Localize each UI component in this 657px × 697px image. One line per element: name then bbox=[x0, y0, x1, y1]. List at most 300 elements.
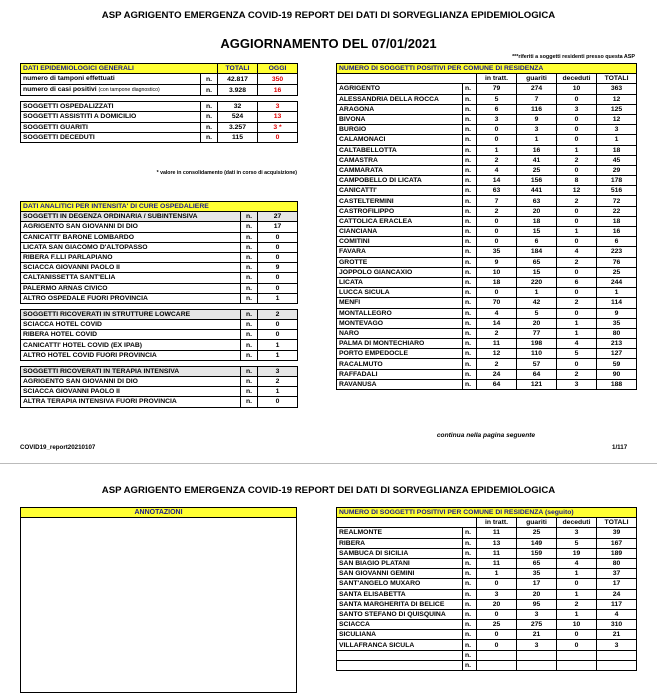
page-header: ASP AGRIGENTO EMERGENZA COVID-19 REPORT DEI DATI DI SORVEGLIANZA EPIDEMIOLOGICA bbox=[101, 10, 556, 21]
comune-value: 24 bbox=[477, 369, 517, 379]
comune-row bbox=[337, 620, 637, 630]
comune-value: 14 bbox=[477, 318, 517, 328]
n-label: n. bbox=[463, 609, 477, 619]
comune-name: GROTTE bbox=[337, 257, 463, 267]
comune-value: 1 bbox=[557, 318, 597, 328]
general-label: SOGGETTI ASSISTITI A DOMICILIO bbox=[21, 112, 201, 122]
comune-value: 310 bbox=[597, 620, 637, 630]
comune-name: REALMONTE bbox=[337, 528, 463, 538]
comune-value: 1 bbox=[557, 569, 597, 579]
comune-name: MONTALLEGRO bbox=[337, 308, 463, 318]
hospital-table bbox=[20, 201, 298, 408]
general-heading-row bbox=[21, 64, 298, 74]
comune-value: 4 bbox=[477, 165, 517, 175]
hospital-label: CANICATTI' HOTEL COVID (EX IPAB) bbox=[21, 340, 241, 350]
comune-name: CIANCIANA bbox=[337, 227, 463, 237]
comune-row bbox=[337, 186, 637, 196]
comune-name: BURGIO bbox=[337, 125, 463, 135]
n-label: n. bbox=[463, 237, 477, 247]
comune-value: 0 bbox=[477, 125, 517, 135]
comune-value: 65 bbox=[517, 558, 557, 568]
n-label: n. bbox=[463, 599, 477, 609]
comune-value: 0 bbox=[477, 288, 517, 298]
comune-value: 20 bbox=[477, 599, 517, 609]
comune-name: SANT'ANGELO MUXARO bbox=[337, 579, 463, 589]
comune-value: 3 bbox=[517, 609, 557, 619]
comune-value: 2 bbox=[477, 206, 517, 216]
general-data-table bbox=[20, 63, 298, 143]
today-value: 3 * bbox=[258, 122, 298, 132]
n-label: n. bbox=[241, 283, 258, 293]
comuni-heading: NUMERO DI SOGGETTI POSITIVI PER COMUNE DI RESIDENZA (seguito) bbox=[337, 508, 637, 518]
comune-value bbox=[517, 660, 557, 670]
comune-row bbox=[337, 369, 637, 379]
col-header: TOTALI bbox=[597, 518, 637, 528]
general-row bbox=[21, 102, 298, 112]
n-label: n. bbox=[201, 122, 218, 132]
n-label: n. bbox=[201, 132, 218, 142]
today-value: 0 bbox=[258, 132, 298, 142]
comune-value: 1 bbox=[557, 145, 597, 155]
comune-name: ALESSANDRIA DELLA ROCCA bbox=[337, 94, 463, 104]
comune-value: 16 bbox=[597, 227, 637, 237]
n-label: n. bbox=[463, 176, 477, 186]
comune-value: 57 bbox=[517, 359, 557, 369]
comune-value: 2 bbox=[557, 196, 597, 206]
comune-value: 2 bbox=[477, 328, 517, 338]
hospital-label: RIBERA HOTEL COVID bbox=[21, 330, 241, 340]
general-row bbox=[21, 85, 298, 96]
n-label: n. bbox=[463, 548, 477, 558]
total-value: 3.928 bbox=[218, 85, 258, 96]
comune-value: 0 bbox=[557, 359, 597, 369]
comune-value: 3 bbox=[517, 640, 557, 650]
hospital-value: 0 bbox=[258, 252, 298, 262]
hospital-label: AGRIGENTO SAN GIOVANNI DI DIO bbox=[21, 377, 241, 387]
comune-value: 10 bbox=[557, 84, 597, 94]
n-label: n. bbox=[463, 318, 477, 328]
comune-value: 110 bbox=[517, 349, 557, 359]
comune-value: 64 bbox=[517, 369, 557, 379]
comune-value: 1 bbox=[597, 135, 637, 145]
n-label: n. bbox=[241, 377, 258, 387]
n-label: n. bbox=[463, 349, 477, 359]
comune-value: 17 bbox=[597, 579, 637, 589]
n-label: n. bbox=[463, 135, 477, 145]
comune-value: 29 bbox=[597, 165, 637, 175]
comune-value: 6 bbox=[597, 237, 637, 247]
comune-value: 17 bbox=[517, 579, 557, 589]
comune-value: 18 bbox=[597, 145, 637, 155]
group-value: 3 bbox=[258, 366, 298, 376]
comune-row bbox=[337, 104, 637, 114]
n-label: n. bbox=[463, 257, 477, 267]
comune-value: 0 bbox=[557, 579, 597, 589]
general-row bbox=[21, 74, 298, 85]
n-label: n. bbox=[201, 102, 218, 112]
residents-note: ***riferiti a soggetti residenti presso questa ASP bbox=[512, 54, 635, 60]
comune-row bbox=[337, 84, 637, 94]
general-label-sub: (con tampone diagnostico) bbox=[98, 87, 160, 94]
comune-value: 0 bbox=[557, 135, 597, 145]
comune-value: 223 bbox=[597, 247, 637, 257]
general-row bbox=[21, 122, 298, 132]
comune-name: CASTELTERMINI bbox=[337, 196, 463, 206]
comune-value: 18 bbox=[597, 216, 637, 226]
comune-value: 39 bbox=[597, 528, 637, 538]
comune-value: 244 bbox=[597, 277, 637, 287]
comune-name: RACALMUTO bbox=[337, 359, 463, 369]
comune-row bbox=[337, 359, 637, 369]
group-row bbox=[21, 212, 298, 222]
comune-row bbox=[337, 548, 637, 558]
comune-value: 12 bbox=[597, 94, 637, 104]
comune-value: 2 bbox=[557, 298, 597, 308]
comune-row bbox=[337, 558, 637, 568]
comune-row bbox=[337, 155, 637, 165]
n-label: n. bbox=[463, 650, 477, 660]
total-value: 42.817 bbox=[218, 74, 258, 85]
n-label: n. bbox=[463, 165, 477, 175]
comune-row bbox=[337, 267, 637, 277]
comune-row bbox=[337, 135, 637, 145]
comune-value: 2 bbox=[557, 155, 597, 165]
comune-value: 20 bbox=[517, 206, 557, 216]
comune-row bbox=[337, 288, 637, 298]
comune-value: 59 bbox=[597, 359, 637, 369]
n-label: n. bbox=[241, 309, 258, 319]
comune-name: CALAMONACI bbox=[337, 135, 463, 145]
comune-row bbox=[337, 114, 637, 124]
comune-name: BIVONA bbox=[337, 114, 463, 124]
comuni-table bbox=[336, 63, 637, 390]
report-filename: COVID19_report20210107 bbox=[20, 444, 96, 451]
comune-name: PORTO EMPEDOCLE bbox=[337, 349, 463, 359]
comune-name: CATTOLICA ERACLEA bbox=[337, 216, 463, 226]
n-label: n. bbox=[241, 232, 258, 242]
comune-value: 18 bbox=[477, 277, 517, 287]
hospital-row bbox=[21, 320, 298, 330]
page-number: 1/117 bbox=[612, 444, 628, 451]
hospital-label: SCIACCA GIOVANNI PAOLO II bbox=[21, 263, 241, 273]
comune-value bbox=[477, 660, 517, 670]
comune-value: 25 bbox=[517, 528, 557, 538]
hospital-value: 1 bbox=[258, 387, 298, 397]
comune-value: 3 bbox=[557, 104, 597, 114]
comune-value: 3 bbox=[557, 379, 597, 389]
comune-value: 14 bbox=[477, 176, 517, 186]
comune-row bbox=[337, 339, 637, 349]
comune-value: 274 bbox=[517, 84, 557, 94]
n-label: n. bbox=[463, 94, 477, 104]
n-label: n. bbox=[463, 277, 477, 287]
n-label: n. bbox=[463, 538, 477, 548]
n-label: n. bbox=[463, 579, 477, 589]
comune-value: 0 bbox=[557, 165, 597, 175]
comune-name bbox=[337, 660, 463, 670]
comune-row bbox=[337, 579, 637, 589]
comune-value: 16 bbox=[517, 145, 557, 155]
n-label: n. bbox=[241, 212, 258, 222]
comune-row bbox=[337, 206, 637, 216]
col-oggi: OGGI bbox=[258, 64, 298, 74]
n-label: n. bbox=[463, 359, 477, 369]
hospital-value: 0 bbox=[258, 232, 298, 242]
general-row bbox=[21, 132, 298, 142]
comune-name: SANTO STEFANO DI QUISQUINA bbox=[337, 609, 463, 619]
group-label: SOGGETTI RICOVERATI IN STRUTTURE LOWCARE bbox=[21, 309, 241, 319]
comune-value: 149 bbox=[517, 538, 557, 548]
hospital-label: ALTRA TERAPIA INTENSIVA FUORI PROVINCIA bbox=[21, 397, 241, 407]
comune-value: 25 bbox=[477, 620, 517, 630]
comune-row bbox=[337, 196, 637, 206]
comune-row bbox=[337, 328, 637, 338]
comune-row bbox=[337, 640, 637, 650]
comune-value bbox=[517, 650, 557, 660]
comune-row bbox=[337, 298, 637, 308]
comune-value: 3 bbox=[477, 114, 517, 124]
comune-name: SAMBUCA DI SICILIA bbox=[337, 548, 463, 558]
comune-value: 0 bbox=[477, 609, 517, 619]
n-label: n. bbox=[241, 222, 258, 232]
hospital-row bbox=[21, 340, 298, 350]
comune-row bbox=[337, 277, 637, 287]
comune-value: 121 bbox=[517, 379, 557, 389]
n-label: n. bbox=[201, 112, 218, 122]
comune-name: SICULIANA bbox=[337, 630, 463, 640]
hospital-label: ALTRO OSPEDALE FUORI PROVINCIA bbox=[21, 293, 241, 303]
hospital-row bbox=[21, 263, 298, 273]
hospital-label: LICATA SAN GIACOMO D'ALTOPASSO bbox=[21, 242, 241, 252]
comune-value: 3 bbox=[597, 640, 637, 650]
comune-value: 3 bbox=[597, 125, 637, 135]
hospital-value: 0 bbox=[258, 320, 298, 330]
hospital-row bbox=[21, 242, 298, 252]
n-label: n. bbox=[463, 630, 477, 640]
general-heading: DATI EPIDEMIOLOGICI GENERALI bbox=[21, 64, 218, 74]
n-label: n. bbox=[463, 206, 477, 216]
comune-value: 184 bbox=[517, 247, 557, 257]
comune-row bbox=[337, 599, 637, 609]
comune-value: 70 bbox=[477, 298, 517, 308]
hospital-row bbox=[21, 273, 298, 283]
comune-value: 1 bbox=[557, 589, 597, 599]
comuni-heading-row bbox=[337, 64, 637, 74]
comune-name: CAMASTRA bbox=[337, 155, 463, 165]
hospital-value: 0 bbox=[258, 330, 298, 340]
comune-value: 2 bbox=[557, 257, 597, 267]
comune-row bbox=[337, 569, 637, 579]
n-label: n. bbox=[463, 589, 477, 599]
blank bbox=[337, 518, 477, 528]
comune-value: 159 bbox=[517, 548, 557, 558]
today-value: 16 bbox=[258, 85, 298, 96]
comune-value: 0 bbox=[557, 125, 597, 135]
comune-value: 8 bbox=[557, 176, 597, 186]
comune-value: 41 bbox=[517, 155, 557, 165]
hospital-value: 1 bbox=[258, 293, 298, 303]
comune-name: LUCCA SICULA bbox=[337, 288, 463, 298]
comune-name: RAFFADALI bbox=[337, 369, 463, 379]
comune-name: SCIACCA bbox=[337, 620, 463, 630]
comune-value: 13 bbox=[477, 538, 517, 548]
comune-value: 9 bbox=[477, 257, 517, 267]
comune-row bbox=[337, 318, 637, 328]
n-label: n. bbox=[463, 84, 477, 94]
comune-value: 15 bbox=[517, 267, 557, 277]
hospital-row bbox=[21, 293, 298, 303]
comune-value: 7 bbox=[517, 94, 557, 104]
hospital-label: ALTRO HOTEL COVID FUORI PROVINCIA bbox=[21, 350, 241, 360]
comune-value: 42 bbox=[517, 298, 557, 308]
comune-row bbox=[337, 227, 637, 237]
comune-value: 25 bbox=[517, 165, 557, 175]
comune-row bbox=[337, 630, 637, 640]
comune-value: 1 bbox=[597, 288, 637, 298]
comune-value: 516 bbox=[597, 186, 637, 196]
comune-value: 35 bbox=[597, 318, 637, 328]
total-value: 3.257 bbox=[218, 122, 258, 132]
hospital-row bbox=[21, 377, 298, 387]
comune-value: 2 bbox=[477, 359, 517, 369]
hospital-label: PALERMO ARNAS CIVICO bbox=[21, 283, 241, 293]
comune-value: 15 bbox=[517, 227, 557, 237]
comune-value: 12 bbox=[597, 114, 637, 124]
comune-value: 95 bbox=[517, 599, 557, 609]
comune-value: 0 bbox=[477, 579, 517, 589]
hospital-heading-row bbox=[21, 202, 298, 212]
general-label: SOGGETTI DECEDUTI bbox=[21, 132, 201, 142]
comuni-cols-row bbox=[337, 74, 637, 84]
n-label: n. bbox=[463, 288, 477, 298]
comune-value: 7 bbox=[477, 196, 517, 206]
comune-value: 90 bbox=[597, 369, 637, 379]
comune-value: 167 bbox=[597, 538, 637, 548]
comune-value bbox=[557, 650, 597, 660]
comune-value: 0 bbox=[557, 640, 597, 650]
comune-value: 0 bbox=[557, 114, 597, 124]
n-label: n. bbox=[463, 308, 477, 318]
comune-name: CAMPOBELLO DI LICATA bbox=[337, 176, 463, 186]
comune-value: 25 bbox=[597, 267, 637, 277]
group-value: 27 bbox=[258, 212, 298, 222]
comune-name: CANICATTI' bbox=[337, 186, 463, 196]
comune-name: FAVARA bbox=[337, 247, 463, 257]
comune-value: 22 bbox=[597, 206, 637, 216]
comune-row bbox=[337, 247, 637, 257]
n-label: n. bbox=[241, 387, 258, 397]
today-value: 13 bbox=[258, 112, 298, 122]
n-label: n. bbox=[201, 85, 218, 96]
n-label: n. bbox=[463, 216, 477, 226]
n-label: n. bbox=[463, 247, 477, 257]
comune-value: 0 bbox=[557, 237, 597, 247]
comune-value: 275 bbox=[517, 620, 557, 630]
comune-value: 0 bbox=[557, 308, 597, 318]
comune-value: 2 bbox=[557, 599, 597, 609]
group-row bbox=[21, 309, 298, 319]
hospital-row bbox=[21, 397, 298, 407]
hospital-value: 1 bbox=[258, 340, 298, 350]
comune-value: 1 bbox=[557, 328, 597, 338]
hospital-value: 17 bbox=[258, 222, 298, 232]
comune-value: 0 bbox=[557, 216, 597, 226]
comune-value: 213 bbox=[597, 339, 637, 349]
n-label: n. bbox=[463, 339, 477, 349]
comuni-table-continued bbox=[336, 507, 637, 671]
comune-value: 441 bbox=[517, 186, 557, 196]
today-value: 350 bbox=[258, 74, 298, 85]
comune-value: 0 bbox=[557, 630, 597, 640]
n-label: n. bbox=[463, 196, 477, 206]
comune-value: 63 bbox=[517, 196, 557, 206]
n-label: n. bbox=[463, 125, 477, 135]
page-title: AGGIORNAMENTO DEL 07/01/2021 bbox=[220, 36, 437, 51]
comune-value: 0 bbox=[477, 630, 517, 640]
n-label: n. bbox=[463, 660, 477, 670]
hospital-label: SCIACCA GIOVANNI PAOLO II bbox=[21, 387, 241, 397]
comune-value: 220 bbox=[517, 277, 557, 287]
hospital-value: 0 bbox=[258, 397, 298, 407]
comune-value: 1 bbox=[477, 145, 517, 155]
comune-row bbox=[337, 257, 637, 267]
comune-row bbox=[337, 145, 637, 155]
group-row bbox=[21, 366, 298, 376]
comune-value: 76 bbox=[597, 257, 637, 267]
comune-value: 0 bbox=[557, 206, 597, 216]
comune-row bbox=[337, 589, 637, 599]
n-label: n. bbox=[201, 74, 218, 85]
general-label-text: numero di casi positivi bbox=[23, 86, 97, 94]
comune-value: 178 bbox=[597, 176, 637, 186]
n-label: n. bbox=[463, 569, 477, 579]
comune-value bbox=[557, 660, 597, 670]
comune-value: 0 bbox=[477, 227, 517, 237]
comune-value: 18 bbox=[517, 216, 557, 226]
comune-value: 189 bbox=[597, 548, 637, 558]
comune-value: 156 bbox=[517, 176, 557, 186]
hospital-value: 0 bbox=[258, 242, 298, 252]
n-label: n. bbox=[463, 227, 477, 237]
comune-name: RIBERA bbox=[337, 538, 463, 548]
hospital-label: SCIACCA HOTEL COVID bbox=[21, 320, 241, 330]
n-label: n. bbox=[463, 145, 477, 155]
continua-note: continua nella pagina seguente bbox=[436, 432, 536, 439]
comune-value: 77 bbox=[517, 328, 557, 338]
comune-value: 363 bbox=[597, 84, 637, 94]
comune-value: 72 bbox=[597, 196, 637, 206]
comune-value: 114 bbox=[597, 298, 637, 308]
comune-value: 35 bbox=[517, 569, 557, 579]
comune-value: 4 bbox=[477, 308, 517, 318]
col-header: guariti bbox=[517, 74, 557, 84]
comune-value: 21 bbox=[517, 630, 557, 640]
n-label: n. bbox=[463, 155, 477, 165]
comune-value: 4 bbox=[557, 558, 597, 568]
comune-value: 125 bbox=[597, 104, 637, 114]
hospital-label: CALTANISSETTA SANT'ELIA bbox=[21, 273, 241, 283]
comune-value: 9 bbox=[597, 308, 637, 318]
comune-value: 0 bbox=[477, 640, 517, 650]
comune-row bbox=[337, 538, 637, 548]
comune-value: 198 bbox=[517, 339, 557, 349]
general-label: SOGGETTI GUARITI bbox=[21, 122, 201, 132]
comune-value: 0 bbox=[477, 237, 517, 247]
comune-value: 24 bbox=[597, 589, 637, 599]
comune-value: 11 bbox=[477, 558, 517, 568]
comune-value: 11 bbox=[477, 548, 517, 558]
comune-row bbox=[337, 660, 637, 670]
